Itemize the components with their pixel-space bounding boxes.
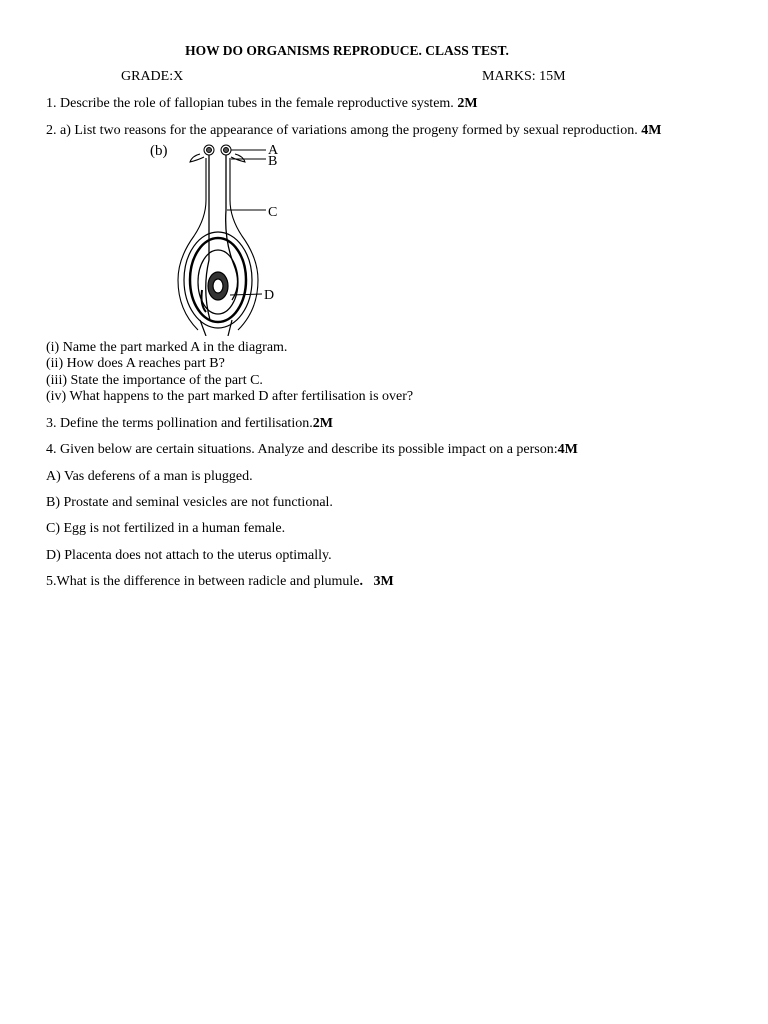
- ovary: [184, 232, 252, 336]
- grade-label: GRADE:X: [121, 69, 184, 84]
- question-4-marks: 4M: [557, 442, 578, 457]
- page-title: HOW DO ORGANISMS REPRODUCE. CLASS TEST.: [185, 43, 509, 58]
- option-d: D) Placenta does not attach to the uterus optimally.: [46, 548, 332, 563]
- question-1-marks: 2M: [457, 96, 478, 111]
- question-5-dot: .: [359, 574, 363, 589]
- question-5-text: 5.What is the difference in between radicle and plumule: [46, 574, 360, 589]
- question-3-marks: 2M: [312, 416, 333, 431]
- style: [178, 158, 258, 330]
- subpart-iv: (iv) What happens to the part marked D after fertilisation is over?: [46, 388, 414, 404]
- question-2: [46, 123, 661, 139]
- option-a: A) Vas deferens of a man is plugged.: [46, 469, 253, 484]
- question-5-marks: 3M: [373, 574, 394, 589]
- question-1-text: 1. Describe the role of fallopian tubes in the female reproductive system.: [46, 96, 458, 111]
- diagram-label-b: (b): [150, 143, 168, 159]
- total-marks-label: MARKS: 15M: [482, 69, 566, 84]
- subpart-iii: (iii) State the importance of the part C.: [46, 372, 263, 388]
- question-2-subparts: [46, 340, 413, 405]
- label-c: C: [268, 205, 278, 220]
- subpart-i: (i) Name the part marked A in the diagram.: [46, 340, 288, 355]
- question-3: [46, 416, 333, 432]
- label-a: A: [268, 143, 279, 158]
- pistil-illustration: [140, 140, 300, 336]
- flower-pistil-diagram: [140, 140, 300, 336]
- question-5: [46, 574, 394, 590]
- subpart-ii: (ii) How does A reaches part B?: [46, 356, 225, 372]
- label-d: D: [264, 288, 275, 303]
- label-b: B: [268, 154, 278, 169]
- option-b: B) Prostate and seminal vesicles are not functional.: [46, 495, 333, 510]
- question-4-text: 4. Given below are certain situations. Analyze and describe its possible impact on a person:: [46, 442, 558, 457]
- question-2-marks: 4M: [641, 123, 662, 138]
- question-2-text: 2. a) List two reasons for the appearance of variations among the progeny formed by sexual reproduction.: [46, 123, 642, 138]
- option-c: C) Egg is not fertilized in a human female.: [46, 521, 286, 536]
- question-1: [46, 96, 478, 112]
- question-4: [46, 442, 578, 458]
- question-3-text: 3. Define the terms pollination and fertilisation.: [46, 416, 313, 431]
